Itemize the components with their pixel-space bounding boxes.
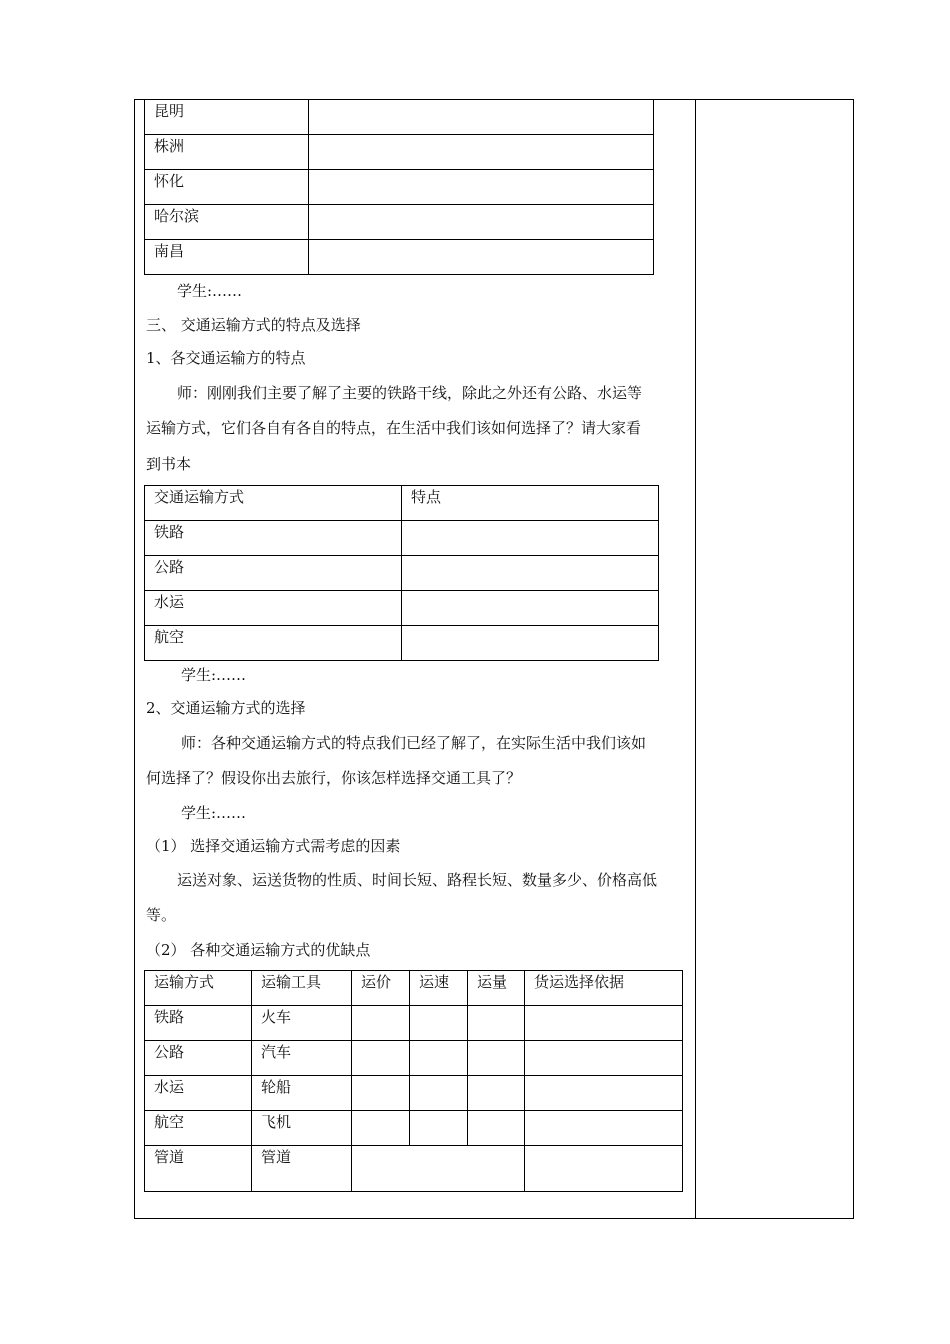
table-row	[145, 1146, 683, 1192]
table-header-row	[145, 971, 683, 1006]
city-cell: 哈尔滨	[145, 205, 309, 240]
blank-cell	[525, 1006, 683, 1041]
blank-cell	[410, 1076, 468, 1111]
teacher-text-2-line-1: 师：各种交通运输方式的特点我们已经了解了，在实际生活中我们该如	[181, 734, 647, 752]
tool-cell: 管道	[252, 1146, 352, 1192]
comparison-table	[144, 970, 683, 1192]
blank-cell	[410, 1006, 468, 1041]
table-row	[145, 240, 654, 275]
table-row	[145, 556, 659, 591]
blank-cell	[309, 205, 654, 240]
city-cell: 昆明	[145, 100, 309, 135]
blank-cell	[309, 170, 654, 205]
mode-cell: 航空	[145, 626, 402, 661]
blank-cell	[468, 1041, 525, 1076]
header-cell: 特点	[402, 486, 659, 521]
city-cell: 南昌	[145, 240, 309, 275]
tool-cell: 飞机	[252, 1111, 352, 1146]
mode-cell: 航空	[145, 1111, 252, 1146]
tool-cell: 汽车	[252, 1041, 352, 1076]
blank-cell	[410, 1041, 468, 1076]
header-cell: 运速	[410, 971, 468, 1006]
blank-cell	[402, 521, 659, 556]
blank-cell	[402, 591, 659, 626]
blank-cell	[468, 1111, 525, 1146]
column-divider	[695, 99, 696, 1219]
blank-cell	[468, 1076, 525, 1111]
table-row	[145, 170, 654, 205]
item-1-title: （1） 选择交通运输方式需考虑的因素	[146, 837, 401, 855]
blank-cell	[468, 1006, 525, 1041]
header-cell: 交通运输方式	[145, 486, 402, 521]
table-row	[145, 626, 659, 661]
table-row	[145, 135, 654, 170]
table-row	[145, 1076, 683, 1111]
blank-cell	[352, 1041, 410, 1076]
student-response-2: 学生:……	[181, 666, 247, 684]
section-3-title: 三、 交通运输方式的特点及选择	[146, 316, 361, 334]
table-header-row	[145, 486, 659, 521]
table-row	[145, 100, 654, 135]
student-response-3: 学生:……	[181, 804, 247, 822]
item-1-text-line-2: 等。	[146, 906, 177, 924]
mode-cell: 水运	[145, 1076, 252, 1111]
header-cell: 运价	[352, 971, 410, 1006]
tool-cell: 火车	[252, 1006, 352, 1041]
mode-cell: 公路	[145, 556, 402, 591]
city-table	[144, 99, 654, 275]
header-cell: 运输工具	[252, 971, 352, 1006]
city-cell: 怀化	[145, 170, 309, 205]
teacher-text-1-line-1: 师：刚刚我们主要了解了主要的铁路干线，除此之外还有公路、水运等	[177, 384, 643, 402]
subsection-1-title: 1、各交通运输方的特点	[146, 349, 306, 367]
mode-cell: 水运	[145, 591, 402, 626]
table-row	[145, 1111, 683, 1146]
blank-cell	[525, 1146, 683, 1192]
blank-cell	[352, 1006, 410, 1041]
blank-cell	[309, 135, 654, 170]
item-1-text-line-1: 运送对象、运送货物的性质、时间长短、路程长短、数量多少、价格高低	[177, 871, 658, 889]
blank-cell	[525, 1111, 683, 1146]
table-row	[145, 1006, 683, 1041]
blank-cell	[352, 1146, 525, 1192]
teacher-text-1-line-3: 到书本	[146, 455, 192, 473]
blank-cell	[402, 626, 659, 661]
blank-cell	[309, 240, 654, 275]
item-2-title: （2） 各种交通运输方式的优缺点	[146, 941, 371, 959]
blank-cell	[309, 100, 654, 135]
table-row	[145, 521, 659, 556]
teacher-text-1-line-2: 运输方式，它们各自有各自的特点，在生活中我们该如何选择了？请大家看	[146, 419, 642, 437]
mode-cell: 铁路	[145, 1006, 252, 1041]
city-cell: 株洲	[145, 135, 309, 170]
blank-cell	[402, 556, 659, 591]
table-row	[145, 205, 654, 240]
mode-cell: 公路	[145, 1041, 252, 1076]
blank-cell	[525, 1076, 683, 1111]
header-cell: 货运选择依据	[525, 971, 683, 1006]
subsection-2-title: 2、交通运输方式的选择	[146, 699, 306, 717]
tool-cell: 轮船	[252, 1076, 352, 1111]
blank-cell	[410, 1111, 468, 1146]
teacher-text-2-line-2: 何选择了？假设你出去旅行，你该怎样选择交通工具了？	[146, 769, 522, 787]
features-table	[144, 485, 659, 661]
mode-cell: 管道	[145, 1146, 252, 1192]
blank-cell	[352, 1076, 410, 1111]
header-cell: 运输方式	[145, 971, 252, 1006]
table-row	[145, 591, 659, 626]
blank-cell	[352, 1111, 410, 1146]
student-response-1: 学生:……	[177, 282, 243, 300]
mode-cell: 铁路	[145, 521, 402, 556]
blank-cell	[525, 1041, 683, 1076]
header-cell: 运量	[468, 971, 525, 1006]
table-row	[145, 1041, 683, 1076]
